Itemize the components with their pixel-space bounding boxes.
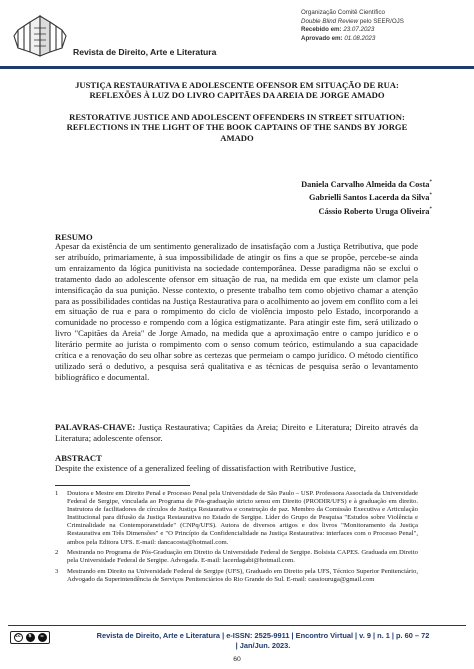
noncommercial-icon: $ <box>26 633 35 642</box>
review-type: Double Blind Review <box>301 17 359 25</box>
approved-label: Aprovado em: <box>301 34 343 42</box>
creative-commons-by-nc-nd-icon[interactable] <box>10 631 50 644</box>
cc-icon: cc <box>14 633 23 642</box>
footnote-number: 2 <box>55 549 59 557</box>
author-2 <box>301 190 432 203</box>
footnote-item <box>55 490 418 547</box>
citation-line-1: Revista de Direito, Arte e Literatura | e-ISSN: 2525-9911 | Encontro Virtual | v. 9 | n. 1 | p. 60 – 72 <box>96 631 430 640</box>
received-label: Recebido em: <box>301 26 342 34</box>
author-list <box>301 177 432 217</box>
footnotes <box>55 490 418 586</box>
author-name: Daniela Carvalho Almeida da Costa <box>301 179 430 189</box>
no-derivatives-icon: = <box>38 633 47 642</box>
citation-line-2: | Jan/Jun. 2023. <box>235 641 291 651</box>
approved-line <box>301 35 404 44</box>
page-header <box>0 0 474 66</box>
footnote-marker[interactable]: * <box>429 193 432 199</box>
abstract-text: Despite the existence of a generalized feeling of dissatisfaction with Retributive Justice, <box>55 463 356 473</box>
title-portuguese: JUSTIÇA RESTAURATIVA E ADOLESCENTE OFENSOR EM SITUAÇÃO DE RUA: REFLEXÕES À LUZ DO LIVRO CAPITÃES DA AREIA DE JORGE AMADO <box>75 80 399 101</box>
author-name: Gabrielli Santos Lacerda da Silva <box>308 193 430 203</box>
organization-line: Organização Comitê Científico <box>301 9 385 16</box>
keywords-text: Justiça Restaurativa; Capitães da Areia; Direito e Literatura; Direito através da Literatura; adolescente ofensor. <box>55 422 418 443</box>
author-1 <box>301 177 432 190</box>
keywords-label: PALAVRAS-CHAVE: <box>55 422 136 432</box>
footnote-item <box>55 568 418 584</box>
footnote-text: Doutora e Mestre em Direito Penal e Processo Penal pela Universidade de São Paulo – USP. Professora Associada da Universidade Federal de Sergipe, vinculada ao Programa de Pós-graduação stricto sensu em Direito (PRODIR/UFS) e à graduação em direito. Instrutora de facilitadores de círculos de Justiça Restaurativa e construção de paz. Membro da Comissão Executiva e Articulação Institucional para difusão da Justiça Restaurativa no Estado de Sergipe. Líder do Grupo de Pesquisa "Estudos sobre Violência e Criminalidade na Contemporaneidade" (CNPq/UFS). Autora de diversos artigos e dos livros "Monitoramento da Justiça Restaurativa em Três Dimensões" e "O Princípio da Confidencialidade na Justiça Restaurativa: interfaces com o Processo Penal", ambos pela Editora UFS. E-mail: dancacosta@hotmail.com. <box>67 490 419 546</box>
footnote-text: Mestranda no Programa de Pós-Graduação em Direito da Universidade Federal de Sergipe. Bolsista CAPES. Graduada em Direito pela Universidade Federal de Sergipe. Advogada. E-mail: lacerdagabi@hotmail.com. <box>67 549 418 565</box>
header-divider <box>0 66 474 69</box>
approved-date: 01.08.2023 <box>344 34 376 42</box>
received-date: 23.07.2023 <box>343 26 375 34</box>
footnote-marker[interactable]: * <box>429 180 432 185</box>
review-by: pelo SEER/OJS <box>359 17 404 25</box>
footnote-marker[interactable]: * <box>429 206 432 212</box>
author-3 <box>301 204 432 217</box>
title-english: RESTORATIVE JUSTICE AND ADOLESCENT OFFENDERS IN STREET SITUATION: REFLECTIONS IN THE LIGHT OF THE BOOK CAPTAINS OF THE SANDS BY JORGE AMADO <box>66 112 408 143</box>
footnote-item <box>55 549 418 565</box>
footnote-text: Mestrando em Direito na Universidade Federal de Sergipe (UFS), Graduado em Direito pela UFS, Técnico Superior Penitenciário, Advogado da Superintendência de Serviços Penitenciários do Rio Grande do Sul. E-mail: cassiouruga@gmail.com <box>67 567 418 583</box>
footer-citation <box>58 631 468 652</box>
footnote-divider <box>55 485 190 486</box>
journal-logo-icon <box>10 12 70 60</box>
journal-name: Revista de Direito, Arte e Literatura <box>73 47 217 57</box>
review-metadata <box>301 9 404 43</box>
resumo-text: Apesar da existência de um sentimento generalizado de insatisfação com a Justiça Retributiva, que pode ser atribuído, primariamente, à sua impossibilidade de atingir os fins a que se propõe, percebe-se ainda um enraizamento da lógica punitivista na sociedade contemporânea. Desse paradigma não se exclui o tratamento dado ao adolescente ofensor em situação de rua, na medida em que existe um clamor pela intensificação da sua punição. Nesse contexto, o presente trabalho tem como objetivo chamar a atenção para as possibilidades contidas na Justiça Restaurativa para o acolhimento ao jovem em conflito com a lei em situação de rua e para o rompimento do ciclo de violência imposto pelo Estado, incorporando a comunidade no processo e rompendo com a lógica estigmatizante. Para atingir este fim, será utilizado o livro "Capitães da Areia" de Jorge Amado, na medida que a aproximação entre o campo jurídico e o literário permite ao jurista o rompimento com o senso comum teórico, estimulando a sua capacidade crítica e a renovação do seu olhar sobre as certezas que permeiam o campo jurídico. O método científico utilizado será o dedutivo, a pesquisa será qualitativa e as técnicas de pesquisa serão o levantamento bibliográfico e documental. <box>55 241 418 382</box>
footnote-number: 3 <box>55 567 59 575</box>
resumo-heading: RESUMO <box>55 232 93 242</box>
page-number: 60 <box>233 656 241 663</box>
abstract-heading: ABSTRACT <box>55 453 102 463</box>
footer-divider <box>8 625 466 626</box>
footnote-number: 1 <box>55 490 59 497</box>
keywords-paragraph <box>55 422 418 444</box>
review-line <box>301 18 404 27</box>
author-name: Cássio Roberto Uruga Oliveira <box>318 206 430 216</box>
received-line <box>301 26 404 35</box>
